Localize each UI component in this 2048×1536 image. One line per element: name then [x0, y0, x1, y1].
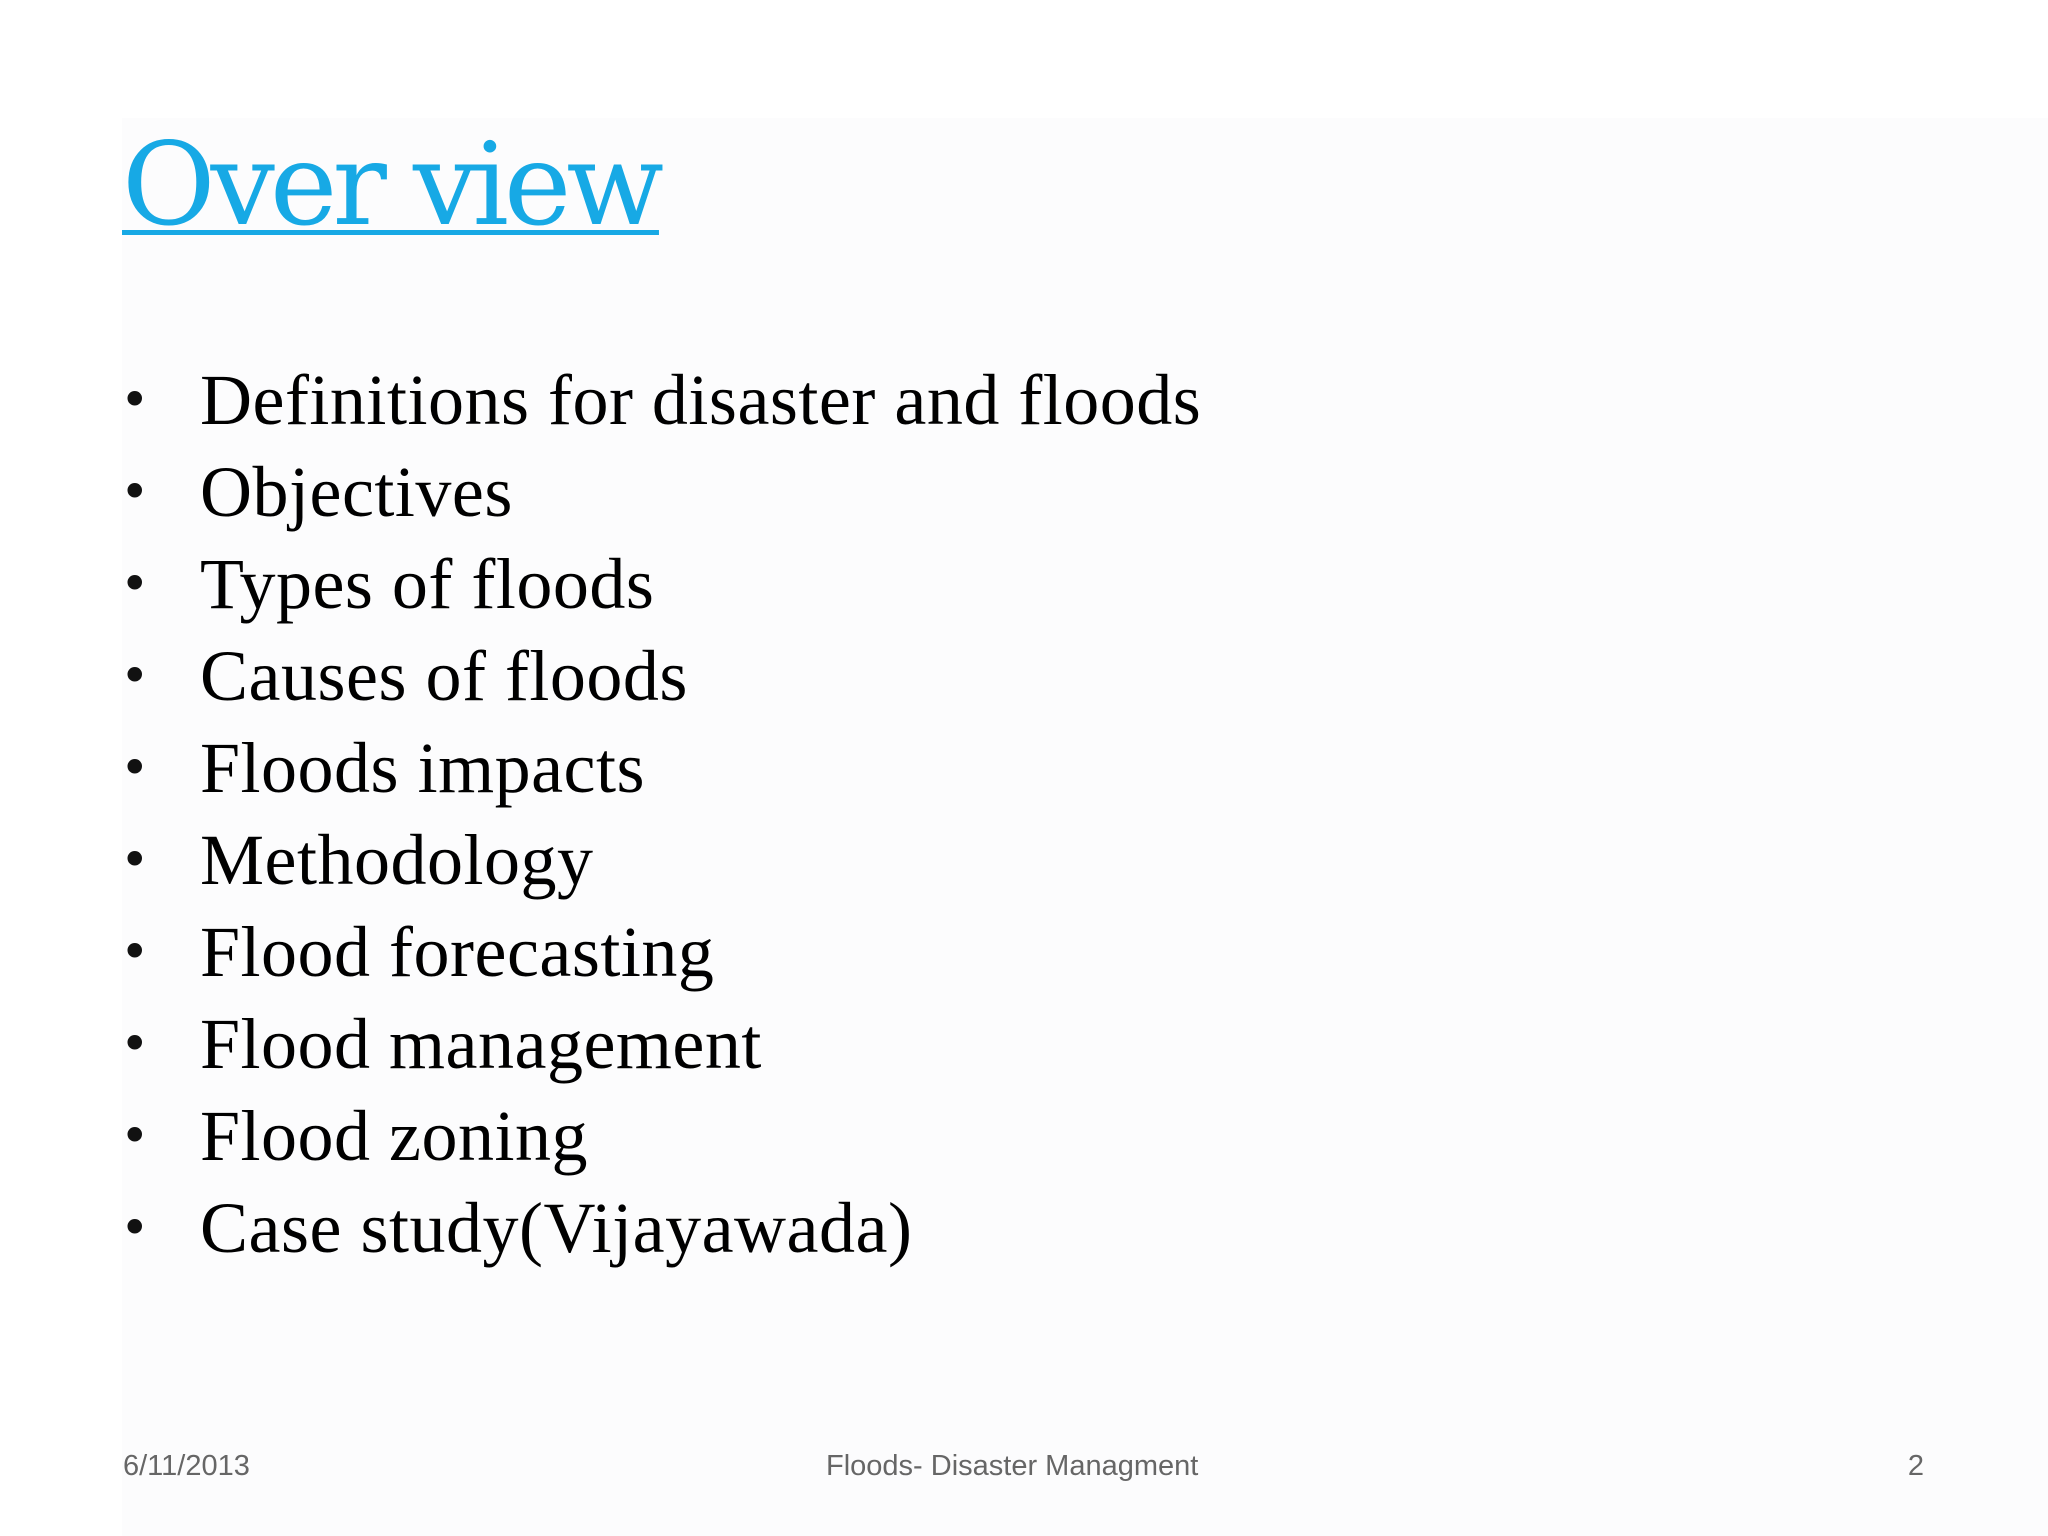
- footer-date: 6/11/2013: [123, 1450, 250, 1482]
- bullet-text-causes-of-floods: Causes of floods: [200, 636, 688, 716]
- bullet-item-methodology: [120, 814, 1201, 906]
- bullet-icon: •: [120, 831, 150, 889]
- bullet-item-definitions: [120, 354, 1201, 446]
- bullet-text-definitions: Definitions for disaster and floods: [200, 360, 1202, 440]
- bullet-icon: •: [120, 923, 150, 981]
- bullet-item-floods-impacts: [120, 722, 1201, 814]
- bullet-item-flood-forecasting: [120, 906, 1201, 998]
- overview-bullet-list: [120, 354, 1201, 1274]
- bullet-icon: •: [120, 647, 150, 705]
- bullet-item-flood-management: [120, 998, 1201, 1090]
- slide-page-number: 2: [1907, 1450, 1924, 1482]
- bullet-item-flood-zoning: [120, 1090, 1201, 1182]
- bullet-text-methodology: Methodology: [200, 820, 594, 900]
- bullet-icon: •: [120, 1015, 150, 1073]
- bullet-item-objectives: [120, 446, 1201, 538]
- bullet-text-flood-zoning: Flood zoning: [200, 1096, 589, 1176]
- bullet-icon: •: [120, 463, 150, 521]
- bullet-text-flood-management: Flood management: [200, 1004, 762, 1084]
- bullet-icon: •: [120, 371, 150, 429]
- footer-title: Floods- Disaster Managment: [826, 1450, 1199, 1482]
- bullet-item-causes-of-floods: [120, 630, 1201, 722]
- bullet-icon: •: [120, 1107, 150, 1165]
- slide-title: Over view: [122, 118, 659, 251]
- bullet-text-objectives: Objectives: [200, 452, 513, 532]
- bullet-text-flood-forecasting: Flood forecasting: [200, 912, 715, 992]
- bullet-text-floods-impacts: Floods impacts: [200, 728, 646, 808]
- bullet-item-case-study: [120, 1182, 1201, 1274]
- bullet-icon: •: [120, 555, 150, 613]
- bullet-icon: •: [120, 1199, 150, 1257]
- bullet-icon: •: [120, 739, 150, 797]
- bullet-text-case-study: Case study(Vijayawada): [200, 1188, 913, 1268]
- bullet-item-types-of-floods: [120, 538, 1201, 630]
- bullet-text-types-of-floods: Types of floods: [200, 544, 655, 624]
